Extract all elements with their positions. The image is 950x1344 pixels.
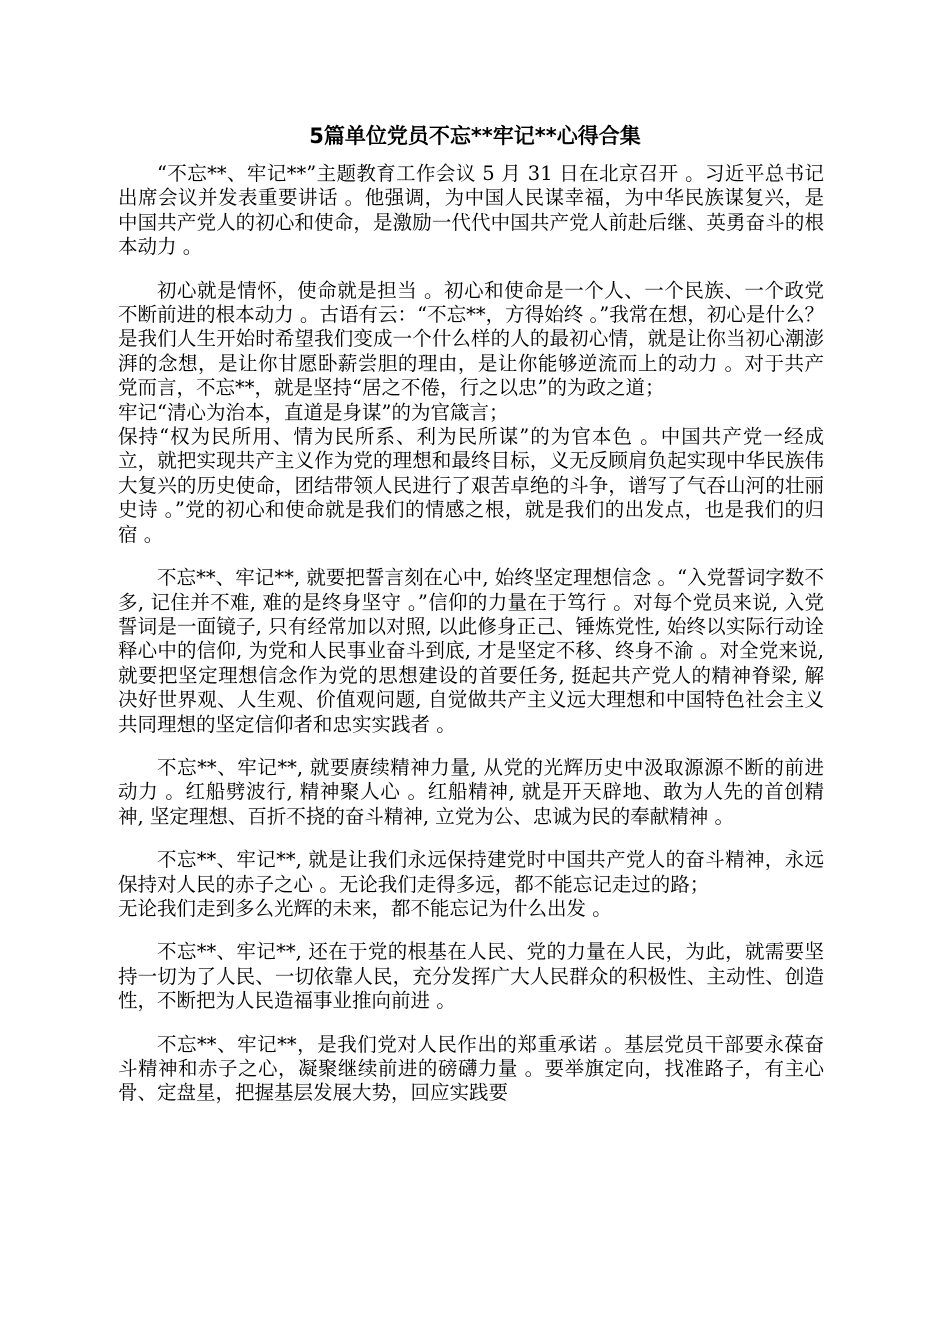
paragraph-4: [118, 756, 824, 829]
paragraph-text: “不忘**、牢记**”主题教育工作会议 5 月 31 日在北京召开 。习近平总书记出席会议并发表重要讲话 。他强调，为中国人民谋幸福，为中华民族谋复兴，是中国共产党人的初心和使命，是激励一代代中国共产党人前赴后继、英勇奋斗的根本动力 。: [118, 162, 824, 259]
paragraph-text: 牢记“清心为治本，直道是身谋”的为官箴言；: [118, 400, 509, 424]
paragraph-2: [118, 279, 824, 547]
paragraph-text: 不忘**、牢记**, 还在于党的根基在人民、党的力量在人民，为此，就需要坚持一切为了人民、一切依靠人民，充分发挥广大人民群众的积极性、主动性、创造性，不断把为人民造福事业推向前进 。: [118, 940, 824, 1013]
paragraph-text: 初心就是情怀，使命就是担当 。初心和使命是一个人、一个民族、一个政党不断前进的根本动力 。古语有云：“不忘**，方得始终 。”我常在想，初心是什么？是我们人生开始时希望我们变成一个什么样的人的最初心情，就是让你当初心潮澎湃的念想，是让你甘愿卧薪尝胆的理由，是让你能够逆流而上的动力 。对于共产党而言，不忘**，就是坚持“居之不倦，行之以忠”的为政之道；: [118, 278, 824, 400]
paragraph-text: 不忘**、牢记**，是我们党对人民作出的郑重承诺 。基层党员干部要永葆奋斗精神和赤子之心，凝聚继续前进的磅礴力量 。要举旗定向，找准路子，有主心骨、定盘星，把握基层发展大势，回应实践要: [118, 1032, 824, 1105]
document-title: 5篇单位党员不忘**牢记**心得合集: [309, 124, 641, 148]
paragraph-1: [118, 162, 824, 260]
paragraph-text: 无论我们走到多么光辉的未来，都不能忘记为什么出发 。: [118, 896, 612, 920]
paragraph-6: [118, 940, 824, 1013]
paragraph-5: [118, 848, 824, 921]
paragraph-text: 不忘**、牢记**, 就要把誓言刻在心中, 始终坚定理想信念 。“入党誓词字数不多, 记住并不难, 难的是终身坚守 。”信仰的力量在于笃行 。对每个党员来说, 入党誓词是一面镜子, 只有经常加以对照, 以此修身正己、锤炼党性, 始终以实际行动诠释心中的信仰, 为党和人民事业奋斗到底, 才是坚定不移、终身不渝 。对全党来说, 就要把坚定理想信念作为党的思想建设的首要任务, 挺起共产党人的精神脊梁, 解决好世界观、人生观、价值观问题, 自觉做共产主义远大理想和中国特色社会主义共同理想的坚定信仰者和忠实实践者 。: [118, 566, 824, 736]
paragraph-text: 不忘**、牢记**, 就要赓续精神力量, 从党的光辉历史中汲取源源不断的前进动力 。红船劈波行, 精神聚人心 。红船精神, 就是开天辟地、敢为人先的首创精神, 坚定理想、百折不挠的奋斗精神, 立党为公、忠诚为民的奉献精神 。: [118, 755, 824, 828]
document-body: [118, 162, 824, 1125]
paragraph-3: [118, 566, 824, 737]
paragraph-text: 不忘**、牢记**, 就是让我们永远保持建党时中国共产党人的奋斗精神，永远保持对人民的赤子之心 。无论我们走得多远，都不能忘记走过的路；: [118, 848, 824, 896]
paragraph-text: 保持“权为民所用、情为民所系、利为民所谋”的为官本色 。中国共产党一经成立，就把实现共产主义作为党的理想和最终目标，义无反顾肩负起实现中华民族伟大复兴的历史使命，团结带领人民进行了艰苦卓绝的斗争，谱写了气吞山河的壮丽史诗 。”党的初心和使命就是我们的情感之根，就是我们的出发点，也是我们的归宿 。: [118, 425, 824, 546]
paragraph-7: [118, 1033, 824, 1106]
